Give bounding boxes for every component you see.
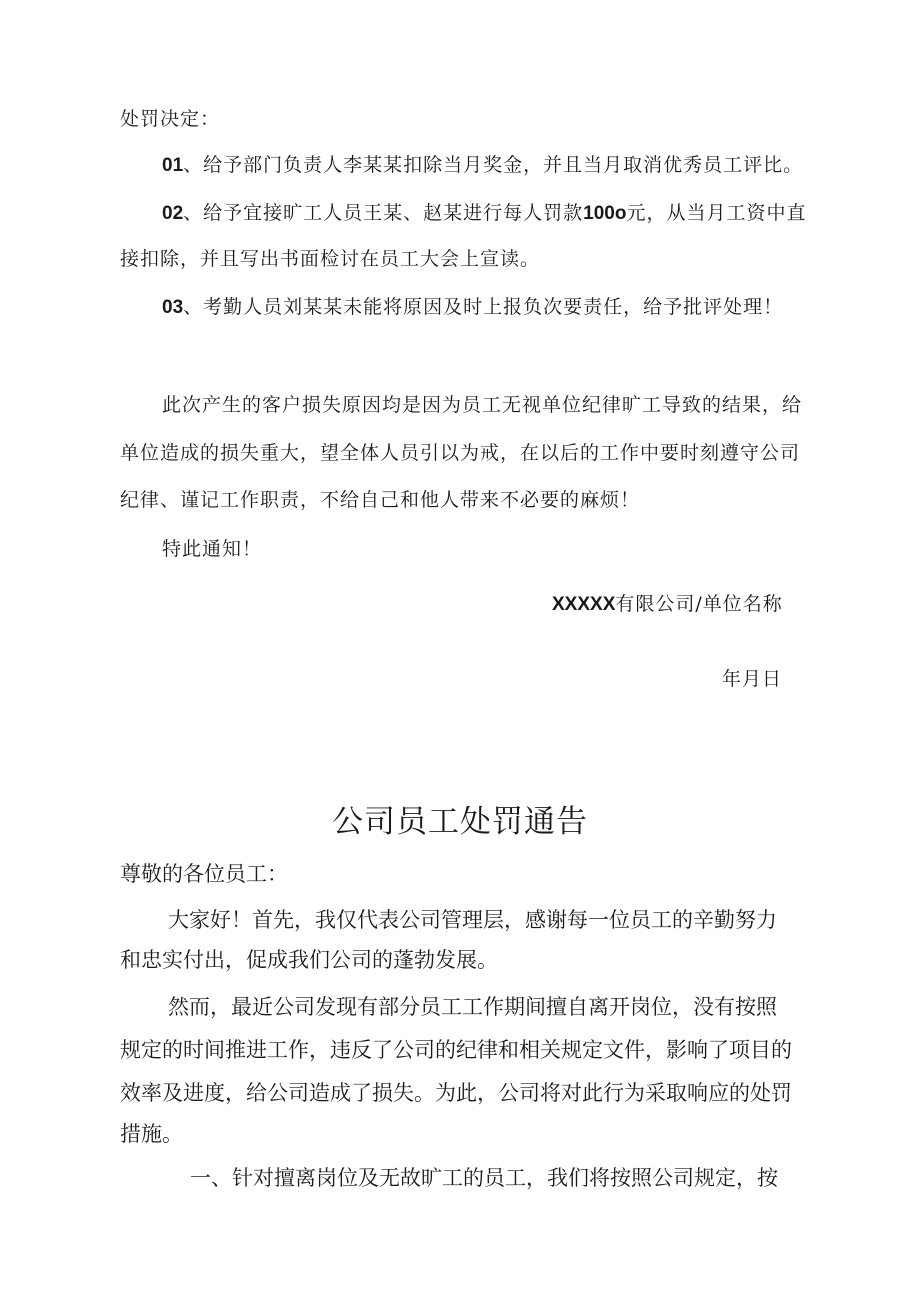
item-text: 、考勤人员刘某某未能将原因及时上报负次要责任，给予批评处理！: [183, 296, 784, 318]
para2-line-1: 然而，最近公司发现有部分员工工作期间擅自离开岗位，没有按照: [168, 995, 777, 1019]
item-number: 03: [162, 297, 184, 318]
para2-line-2: 规定的时间推进工作，违反了公司的纪律和相关规定文件，影响了项目的: [120, 1038, 792, 1062]
clause-1: 一、针对擅离岗位及无故旷工的员工，我们将按照公司规定，按: [190, 1166, 778, 1190]
penalty-item-1: [162, 150, 803, 177]
item-text: 元，从当月工资中直: [626, 202, 807, 224]
item-text: 、给予宜接旷工人员王某、赵某进行每人罚款: [183, 202, 584, 224]
penalty-item-2-continued: 接扣除，并且写出书面检讨在员工大会上宣读。: [120, 248, 541, 270]
conclusion-line-2: 单位造成的损失重大，望全体人员引以为戒，在以后的工作中要时刻遵守公司: [120, 442, 801, 464]
company-name-suffix: 有限公司/单位名称: [615, 593, 783, 615]
item-number: 02: [162, 203, 184, 224]
conclusion-line-1: 此次产生的客户损失原因均是因为员工无视单位纪律旷工导致的结果，给: [162, 394, 803, 416]
company-signature: [552, 589, 783, 616]
penalty-item-3: [162, 292, 783, 319]
penalty-decision-heading: 处罚决定：: [120, 108, 221, 130]
para1-line-1: 大家好！首先，我仅代表公司管理层，感谢每一位员工的辛勤努力: [168, 908, 777, 932]
conclusion-line-3: 纪律、谨记工作职责，不给自己和他人带来不必要的麻烦！: [120, 489, 641, 511]
penalty-item-2: [162, 198, 806, 225]
date-line: 年月日: [722, 668, 783, 690]
greeting: 尊敬的各位员工：: [120, 862, 288, 886]
fine-amount: 100o: [583, 203, 627, 224]
para2-line-4: 措施。: [120, 1122, 183, 1146]
para1-line-2: 和忠实付出，促成我们公司的蓬勃发展。: [120, 948, 498, 972]
item-number: 01: [162, 155, 184, 176]
page-title: 公司员工处罚通告: [332, 804, 588, 840]
item-text: 、给予部门负责人李某某扣除当月奖金，并且当月取消优秀员工评比。: [183, 154, 804, 176]
para2-line-3: 效率及进度，给公司造成了损失。为此，公司将对此行为采取响应的处罚: [120, 1081, 792, 1105]
company-name-placeholder: XXXXX: [552, 594, 616, 615]
notice-text: 特此通知！: [162, 538, 263, 560]
